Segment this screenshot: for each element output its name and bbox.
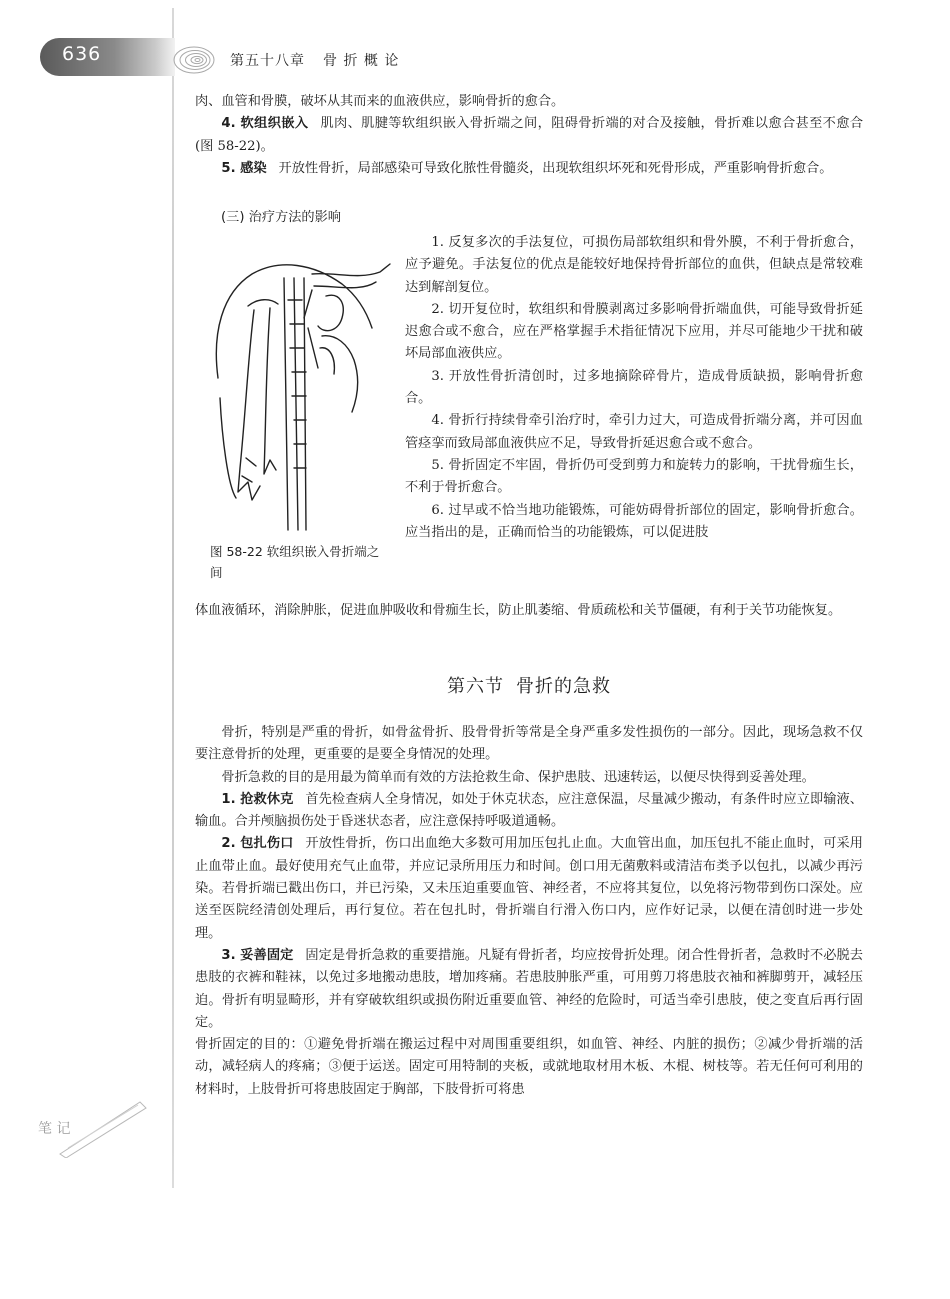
section-number: 第六节 [447, 676, 504, 697]
item-text: 开放性骨折，伤口出血绝大多数可用加压包扎止血。大血管出血，加压包扎不能止血时，可采用止血带止血。最好使用充气止血带，并应记录所用压力和时间。创口用无菌敷料或清洁布类予以包扎，以减少再污染。若骨折端已戳出伤口，并已污染，又未压迫重要血管、神经者，不应将其复位，以免将污物带到伤口深处。应送至医院经清创处理后，再行复位。若在包扎时，骨折端自行滑入伤口内，应作好记录，以便在清创时进一步处理。 [195, 836, 863, 941]
chapter-header [230, 50, 417, 70]
treatment-item: 2. 切开复位时，软组织和骨膜剥离过多影响骨折端血供，可能导致骨折延迟愈合或不愈合，应在严格掌握手术指征情况下应用，并尽可能地少干扰和破坏局部血液供应。 [405, 301, 863, 362]
swirl-ornament-icon [172, 40, 224, 80]
treatment-item: 3. 开放性骨折清创时，过多地摘除碎骨片，造成骨质缺损，影响骨折愈合。 [405, 368, 863, 407]
item-text: 固定是骨折急救的重要措施。凡疑有骨折者，均应按骨折处理。闭合性骨折者，急救时不必脱去患肢的衣裤和鞋袜，以免过多地搬动患肢，增加疼痛。若患肢肿胀严重，可用剪刀将患肢衣袖和裤脚剪开，减轻压迫。骨折有明显畸形，并有穿破软组织或损伤附近重要血管、神经的危险时，可适当牵引患肢，使之变直后再行固定。 [195, 947, 863, 1030]
paragraph-fixation [195, 945, 863, 1034]
paragraph-soft-tissue [195, 113, 863, 158]
figure-caption: 图 58-22 软组织嵌入骨折端之间 [210, 544, 380, 580]
paragraph: 骨折急救的目的是用最为简单而有效的方法抢救生命、保护患肢、迅速转运，以便尽快得到妥善处理。 [221, 769, 815, 785]
treatment-items-column [405, 232, 863, 544]
subsection-heading-wrap [195, 207, 863, 229]
section-title: 骨折的急救 [516, 676, 611, 697]
chapter-title: 骨 折 概 论 [323, 53, 400, 69]
chapter-number: 第五十八章 [230, 53, 305, 69]
item-text: 肌肉、肌腱等软组织嵌入骨折端之间，阻碍骨折端的对合及接触，骨折难以愈合甚至不愈合(图 58-22)。 [195, 116, 864, 154]
treatment-item: 4. 骨折行持续骨牵引治疗时，牵引力过大，可造成骨折端分离，并可因血管痉挛而致局部血液供应不足，导致骨折延迟愈合或不愈合。 [405, 413, 863, 451]
pencil-icon [42, 1098, 152, 1158]
subsection-heading: (三) 治疗方法的影响 [221, 210, 341, 225]
treatment-item: 6. 过早或不恰当地功能锻炼，可能妨碍骨折部位的固定，影响骨折愈合。应当指出的是，正确而恰当的功能锻炼，可以促进肢 [405, 502, 863, 540]
section-text-block [195, 722, 863, 1101]
margin-note-label: 笔 记 [38, 1121, 71, 1137]
paragraph-fixation-purpose: 骨折固定的目的：①避免骨折端在搬运过程中对周围重要组织，如血管、神经、内脏的损伤；②减少骨折端的活动，减轻病人的疼痛；③便于运送。固定可用特制的夹板，或就地取材用木板、木棍、树枝等。若无任何可利用的材料时，上肢骨折可将患肢固定于胸部，下肢骨折可将患 [195, 1037, 863, 1097]
treatment-item: 1. 反复多次的手法复位，可损伤局部软组织和骨外膜，不利于骨折愈合，应予避免。手法复位的优点是能较好地保持骨折部位的血供，但缺点是常较难达到解剖复位。 [405, 235, 863, 295]
item-label: 1. 抢救休克 [221, 791, 294, 807]
item-label: 5. 感染 [221, 160, 267, 176]
top-text-block [195, 91, 863, 180]
page-number: 636 [62, 43, 102, 65]
item-text: 开放性骨折，局部感染可导致化脓性骨髓炎，出现软组织坏死和死骨形成，严重影响骨折愈合。 [278, 160, 833, 176]
margin-note [38, 1118, 70, 1138]
section-heading [195, 672, 863, 698]
treatment-continuation-block [195, 600, 863, 622]
paragraph: 骨折，特别是严重的骨折，如骨盆骨折、股骨骨折等常是全身严重多发性损伤的一部分。因此，现场急救不仅要注意骨折的处理，更重要的是要全身情况的处理。 [195, 725, 863, 763]
figure-shoulder-illustration [208, 238, 396, 533]
paragraph-shock [195, 789, 863, 834]
item-label: 4. 软组织嵌入 [221, 116, 309, 132]
treatment-item: 5. 骨折固定不牢固，骨折仍可受到剪力和旋转力的影响，干扰骨痂生长，不利于骨折愈合。 [405, 457, 863, 496]
paragraph-bandage [195, 833, 863, 944]
paragraph-continuation: 肉、血管和骨膜，破坏从其而来的血液供应，影响骨折的愈合。 [195, 94, 565, 109]
page-number-tab [40, 38, 175, 76]
page-binding-line [172, 8, 174, 1188]
paragraph-infection [195, 158, 863, 180]
paragraph-continuation: 体血液循环，消除肿胀，促进血肿吸收和骨痂生长，防止肌萎缩、骨质疏松和关节僵硬，有利于关节功能恢复。 [195, 603, 842, 618]
item-text: 首先检查病人全身情况，如处于休克状态，应注意保温，尽量减少搬动，有条件时应立即输液、输血。合并颅脑损伤处于昏迷状态者，应注意保持呼吸道通畅。 [195, 791, 863, 830]
item-label: 3. 妥善固定 [221, 947, 294, 963]
item-label: 2. 包扎伤口 [221, 836, 294, 852]
